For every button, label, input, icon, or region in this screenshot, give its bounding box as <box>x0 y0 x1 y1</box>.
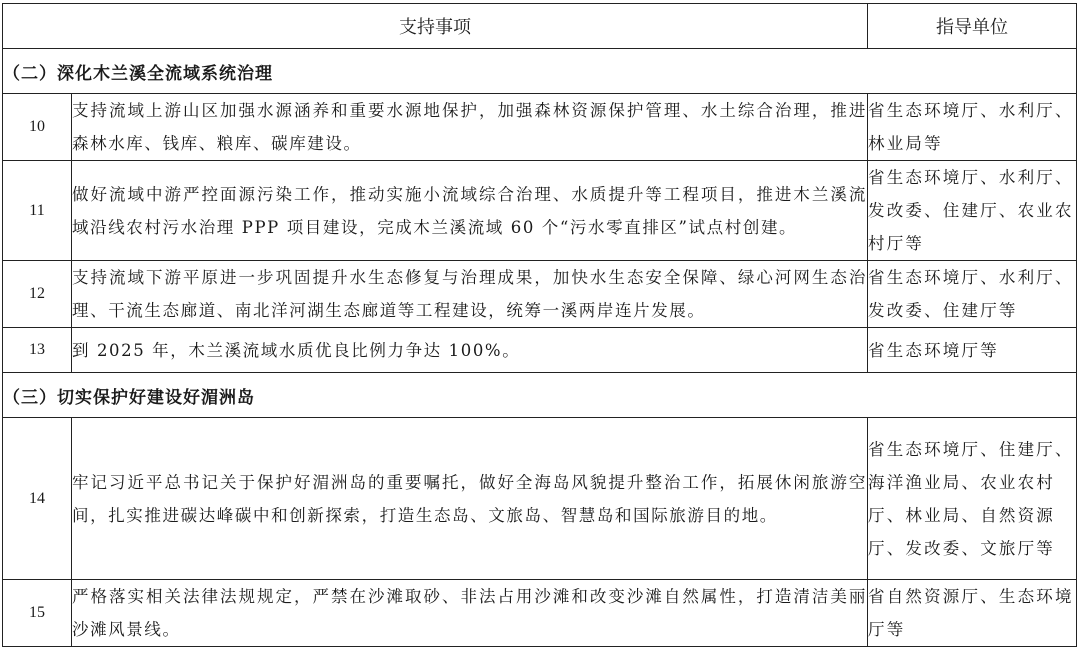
row-support-item: 做好流域中游严控面源污染工作，推动实施小流域综合治理、水质提升等工程项目，推进木兰溪流域沿线农村污水治理 PPP 项目建设，完成木兰溪流域 60 个“污水零直排区”试点村创建。 <box>72 161 868 261</box>
row-support-item: 支持流域下游平原进一步巩固提升水生态修复与治理成果，加快水生态安全保障、绿心河网生态治理、干流生态廊道、南北洋河湖生态廊道等工程建设，统筹一溪两岸连片发展。 <box>72 261 868 328</box>
row-guiding-unit: 省生态环境厅、住建厅、海洋渔业局、农业农村厅、林业局、自然资源厅、发改委、文旅厅等 <box>868 418 1077 580</box>
table-header-row <box>3 4 1077 49</box>
table-row <box>3 580 1077 647</box>
row-number: 10 <box>3 94 72 161</box>
row-number: 11 <box>3 161 72 261</box>
table-row <box>3 261 1077 328</box>
header-guiding-unit: 指导单位 <box>868 4 1077 49</box>
row-guiding-unit: 省生态环境厅等 <box>868 328 1077 373</box>
row-support-item: 到 2025 年，木兰溪流域水质优良比例力争达 100%。 <box>72 328 868 373</box>
row-number: 12 <box>3 261 72 328</box>
header-support-items: 支持事项 <box>3 4 868 49</box>
support-items-table <box>2 3 1077 647</box>
table-row <box>3 418 1077 580</box>
row-number: 13 <box>3 328 72 373</box>
table-row <box>3 94 1077 161</box>
table-row <box>3 161 1077 261</box>
section-row <box>3 49 1077 94</box>
section-title: （二）深化木兰溪全流域系统治理 <box>3 49 1077 94</box>
row-guiding-unit: 省生态环境厅、水利厅、发改委、住建厅、农业农村厅等 <box>868 161 1077 261</box>
row-guiding-unit: 省生态环境厅、水利厅、发改委、住建厅等 <box>868 261 1077 328</box>
row-number: 14 <box>3 418 72 580</box>
section-row <box>3 373 1077 418</box>
row-guiding-unit: 省自然资源厅、生态环境厅等 <box>868 580 1077 647</box>
row-support-item: 支持流域上游山区加强水源涵养和重要水源地保护，加强森林资源保护管理、水土综合治理，推进森林水库、钱库、粮库、碳库建设。 <box>72 94 868 161</box>
table-row <box>3 328 1077 373</box>
row-support-item: 严格落实相关法律法规规定，严禁在沙滩取砂、非法占用沙滩和改变沙滩自然属性，打造清洁美丽沙滩风景线。 <box>72 580 868 647</box>
section-title: （三）切实保护好建设好湄洲岛 <box>3 373 1077 418</box>
row-guiding-unit: 省生态环境厅、水利厅、林业局等 <box>868 94 1077 161</box>
row-support-item: 牢记习近平总书记关于保护好湄洲岛的重要嘱托，做好全海岛风貌提升整治工作，拓展休闲旅游空间，扎实推进碳达峰碳中和创新探索，打造生态岛、文旅岛、智慧岛和国际旅游目的地。 <box>72 418 868 580</box>
row-number: 15 <box>3 580 72 647</box>
